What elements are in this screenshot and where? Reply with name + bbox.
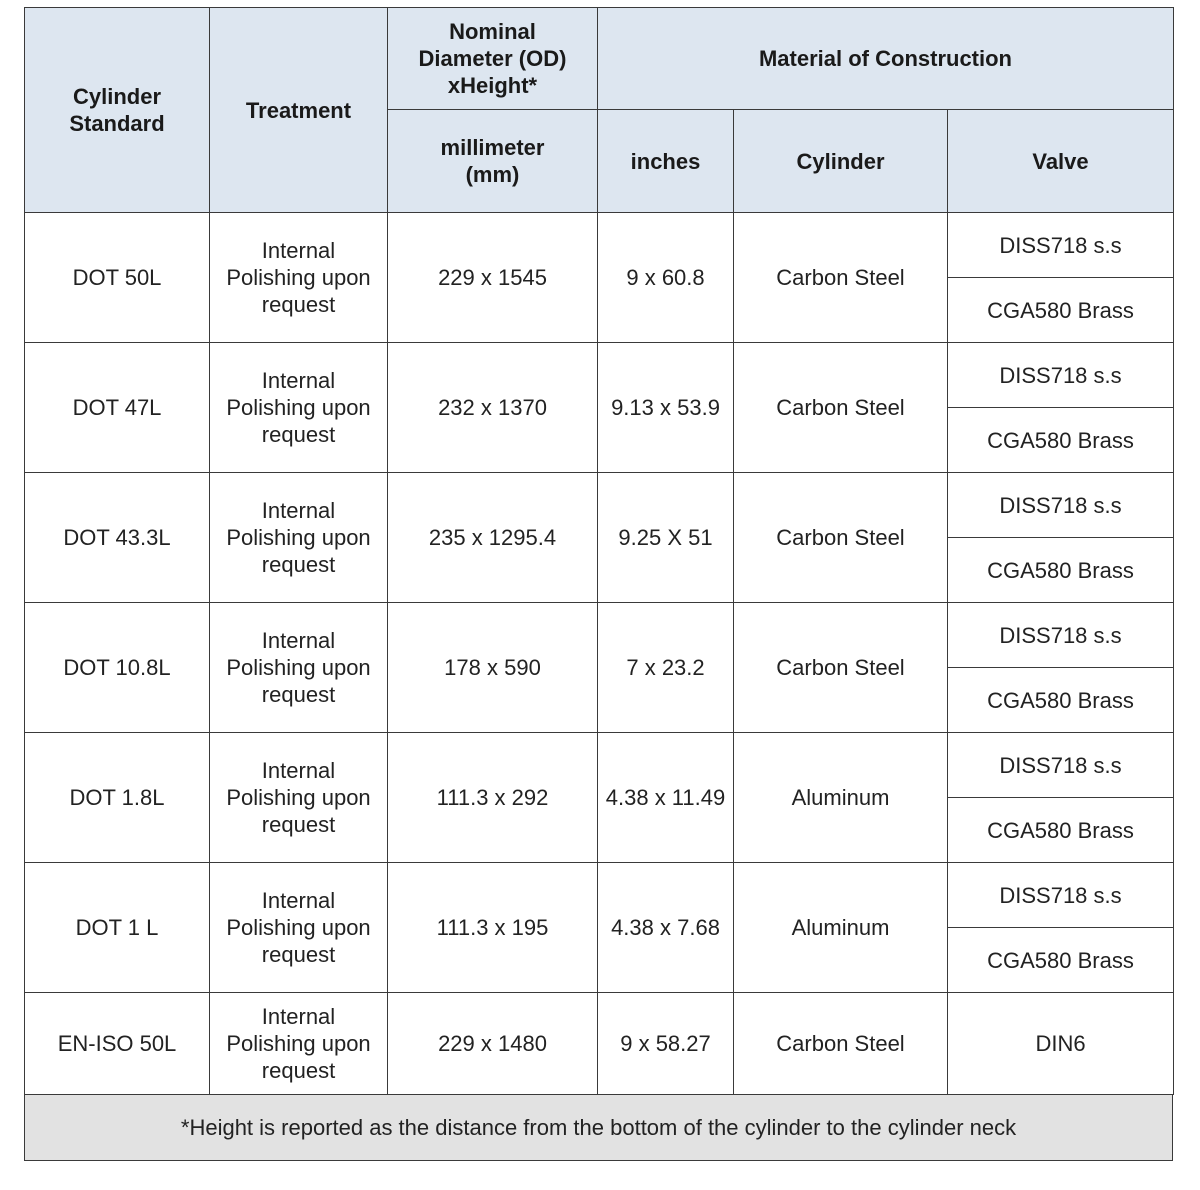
cell-millimeter: 232 x 1370 (388, 343, 598, 473)
cell-cylinder-material: Carbon Steel (734, 473, 948, 603)
cell-treatment: Internal Polishing upon request (210, 603, 388, 733)
cell-cylinder-standard: DOT 1.8L (25, 733, 210, 863)
cell-treatment: Internal Polishing upon request (210, 473, 388, 603)
table-row (25, 863, 1174, 928)
spec-table-container (24, 7, 1173, 1161)
cell-inches: 9.25 X 51 (598, 473, 734, 603)
cell-cylinder-material: Aluminum (734, 733, 948, 863)
cell-valve: CGA580 Brass (948, 928, 1174, 993)
table-row (25, 213, 1174, 278)
cell-treatment: Internal Polishing upon request (210, 863, 388, 993)
cylinder-spec-table (24, 7, 1174, 1095)
header-cylinder-standard: Cylinder Standard (25, 8, 210, 213)
cell-valve: DISS718 s.s (948, 603, 1174, 668)
header-material-of-construction: Material of Construction (598, 8, 1174, 110)
cell-treatment: Internal Polishing upon request (210, 733, 388, 863)
cell-millimeter: 111.3 x 195 (388, 863, 598, 993)
cell-valve: CGA580 Brass (948, 408, 1174, 473)
header-row-top (25, 8, 1174, 110)
cell-cylinder-material: Carbon Steel (734, 993, 948, 1095)
cell-cylinder-material: Carbon Steel (734, 343, 948, 473)
cell-millimeter: 229 x 1480 (388, 993, 598, 1095)
header-valve: Valve (948, 110, 1174, 213)
table-row (25, 473, 1174, 538)
cell-valve: DISS718 s.s (948, 473, 1174, 538)
cell-valve: DISS718 s.s (948, 863, 1174, 928)
cell-inches: 4.38 x 7.68 (598, 863, 734, 993)
cell-treatment: Internal Polishing upon request (210, 993, 388, 1095)
cell-millimeter: 178 x 590 (388, 603, 598, 733)
cell-treatment: Internal Polishing upon request (210, 343, 388, 473)
cell-millimeter: 235 x 1295.4 (388, 473, 598, 603)
cell-inches: 7 x 23.2 (598, 603, 734, 733)
footnote: *Height is reported as the distance from the bottom of the cylinder to the cylinder neck (24, 1095, 1173, 1161)
cell-valve: DIN6 (948, 993, 1174, 1095)
table-row (25, 603, 1174, 668)
table-row (25, 733, 1174, 798)
cell-valve: DISS718 s.s (948, 213, 1174, 278)
cell-inches: 4.38 x 11.49 (598, 733, 734, 863)
cell-cylinder-standard: DOT 43.3L (25, 473, 210, 603)
table-row (25, 343, 1174, 408)
header-millimeter: millimeter (mm) (388, 110, 598, 213)
header-cylinder: Cylinder (734, 110, 948, 213)
cell-cylinder-material: Carbon Steel (734, 603, 948, 733)
cell-cylinder-material: Carbon Steel (734, 213, 948, 343)
cell-inches: 9 x 60.8 (598, 213, 734, 343)
cell-cylinder-standard: EN-ISO 50L (25, 993, 210, 1095)
cell-inches: 9.13 x 53.9 (598, 343, 734, 473)
table-row (25, 993, 1174, 1095)
table-body (25, 213, 1174, 1095)
cell-treatment: Internal Polishing upon request (210, 213, 388, 343)
header-treatment: Treatment (210, 8, 388, 213)
cell-valve: CGA580 Brass (948, 278, 1174, 343)
cell-inches: 9 x 58.27 (598, 993, 734, 1095)
header-nominal-diameter: Nominal Diameter (OD) xHeight* (388, 8, 598, 110)
cell-cylinder-standard: DOT 10.8L (25, 603, 210, 733)
cell-cylinder-standard: DOT 47L (25, 343, 210, 473)
cell-valve: DISS718 s.s (948, 733, 1174, 798)
cell-valve: DISS718 s.s (948, 343, 1174, 408)
cell-valve: CGA580 Brass (948, 538, 1174, 603)
cell-valve: CGA580 Brass (948, 668, 1174, 733)
cell-cylinder-standard: DOT 50L (25, 213, 210, 343)
cell-millimeter: 229 x 1545 (388, 213, 598, 343)
cell-cylinder-material: Aluminum (734, 863, 948, 993)
header-inches: inches (598, 110, 734, 213)
cell-cylinder-standard: DOT 1 L (25, 863, 210, 993)
cell-millimeter: 111.3 x 292 (388, 733, 598, 863)
cell-valve: CGA580 Brass (948, 798, 1174, 863)
